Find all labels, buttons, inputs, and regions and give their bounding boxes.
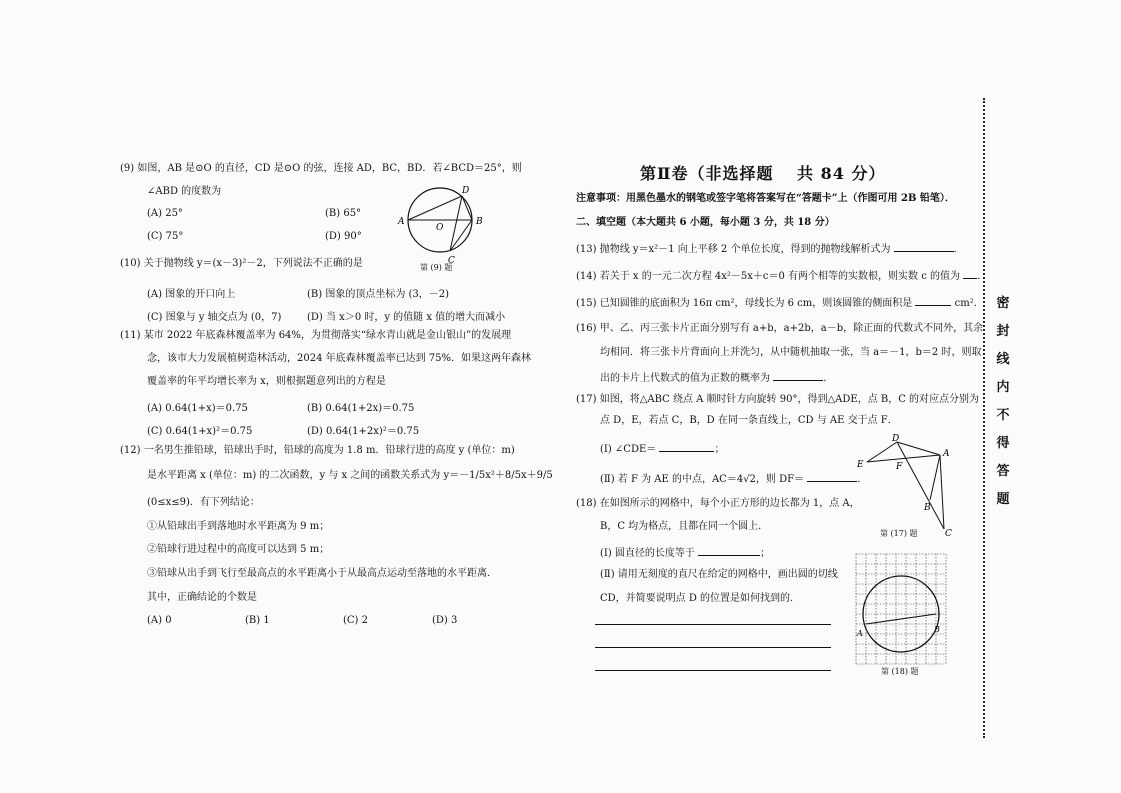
seal-char-3: 线 (996, 352, 1010, 367)
q9-option-a: (A) 25° (147, 208, 183, 219)
seal-char-2: 封 (996, 324, 1010, 339)
notice: 注意事项：用黑色墨水的钢笔或签字笔将答案写在“答题卡”上（作图可用 2B 铅笔）． (576, 193, 955, 204)
q17-fig-label-b: B (924, 503, 931, 513)
q12-line2: 是水平距离 x (单位：m) 的二次函数，y 与 x 之间的函数关系式为 y＝－1/5x²＋8/5x＋9/5 (147, 470, 553, 481)
seal-char-7: 答 (996, 464, 1010, 479)
q18-fig-label-a: A (857, 629, 863, 638)
q18-fig-label-b: B (934, 625, 940, 634)
q15: (15) 已知圆锥的底面积为 16π cm²，母线长为 6 cm，则该圆锥的侧面积是 cm²． (576, 298, 984, 309)
q18-line2: B，C 均为格点，且都在同一个圆上． (600, 521, 769, 532)
q12-conclusion-2: ②铅球行进过程中的高度可以达到 5 m； (147, 544, 330, 555)
q16-answer-blank[interactable] (773, 371, 823, 381)
q10-line1: (10) 关于抛物线 y＝(x－3)²－2，下列说法不正确的是 (120, 258, 363, 269)
q16-line2: 均相同．将三张卡片背面向上并洗匀，从中随机抽取一张，当 a＝－1，b＝2 时，则取 (600, 347, 982, 358)
q18-grid-figure (854, 552, 954, 670)
q12-conclusion-1: ①从铅球出手到落地时水平距离为 9 m； (147, 521, 330, 532)
q17-part1: (Ⅰ) ∠CDE＝ ； (600, 444, 725, 455)
q16-line1: (16) 甲、乙、丙三张卡片正面分别写有 a+b，a+2b，a－b，除正面的代数式不同外，其余 (576, 323, 984, 334)
q18-figure-caption: 第 (18) 题 (881, 667, 919, 676)
q12-ask: 其中，正确结论的个数是 (147, 592, 257, 603)
q12-line1: (12) 一名男生推铅球，铅球出手时，铅球的高度为 1.8 m．铅球行进的高度 y (单位：m) (120, 445, 515, 456)
seal-text (988, 290, 1018, 514)
q13: (13) 抛物线 y＝x²－1 向上平移 2 个单位长度，得到的抛物线解析式为 ． (576, 244, 964, 255)
q12-option-d: (D) 3 (432, 615, 458, 626)
q10-option-c: (C) 图象与 y 轴交点为 (0，7) (147, 312, 282, 323)
q9-fig-label-o: O (436, 223, 444, 233)
q9-fig-label-b: B (476, 217, 483, 227)
q11-option-d: (D) 0.64(1+2x)²＝0.75 (307, 426, 420, 437)
q10-option-d: (D) 当 x＞0 时，y 的值随 x 值的增大而减小 (307, 312, 506, 323)
q17-part2: (Ⅱ) 若 F 为 AE 的中点，AC＝4√2，则 DF＝ ． (600, 474, 868, 485)
q12-conclusion-3: ③铅球从出手到飞行至最高点的水平距离小于从最高点运动至落地的水平距离． (147, 568, 497, 579)
q9-fig-label-a: A (398, 217, 405, 227)
q18-part2-line1: (Ⅱ) 请用无刻度的直尺在给定的网格中，画出圆的切线 (600, 569, 838, 580)
q9-line2: ∠ABD 的度数为 (147, 186, 222, 197)
q17-figure (852, 432, 962, 538)
q11-line2: 念，该市大力发展植树造林活动，2024 年底森林覆盖率已达到 75%．如果这两年森林 (147, 353, 532, 364)
answer-line-1[interactable] (595, 624, 831, 625)
q16-line3: 出的卡片上代数式的值为正数的概率为 ． (600, 373, 834, 384)
q10-option-b: (B) 图象的顶点坐标为 (3，－2) (307, 289, 450, 300)
seal-char-4: 内 (996, 380, 1010, 395)
q17-fig-label-e: E (857, 460, 864, 470)
q17-part2-blank[interactable] (807, 472, 857, 482)
q9-option-c: (C) 75° (147, 231, 184, 242)
q12-option-c: (C) 2 (343, 615, 368, 626)
q15-answer-blank[interactable] (915, 296, 951, 306)
q17-part1-blank[interactable] (659, 442, 714, 452)
seal-char-6: 得 (996, 436, 1010, 451)
q9-fig-label-c: C (448, 256, 455, 266)
q9-option-d: (D) 90° (325, 231, 362, 242)
q9-fig-label-d: D (462, 186, 470, 196)
q12-option-b: (B) 1 (245, 615, 270, 626)
q17-line1: (17) 如图，将△ABC 绕点 A 顺时针方向旋转 90°，得到△ADE，点 B，C 的对应点分别为 (576, 394, 980, 405)
q9-option-b: (B) 65° (325, 208, 362, 219)
seal-char-1: 密 (996, 296, 1010, 311)
q17-fig-label-c: C (945, 529, 952, 538)
section-title: 第Ⅱ卷（非选择题 共 84 分） (640, 164, 886, 183)
q12-line3: (0≤x≤9)．有下列结论： (147, 497, 260, 508)
q18-part1-blank[interactable] (698, 546, 760, 556)
q11-option-b: (B) 0.64(1+2x)＝0.75 (307, 403, 415, 414)
seal-char-5: 不 (996, 408, 1010, 423)
q12-option-a: (A) 0 (147, 615, 172, 626)
q18-part1: (Ⅰ) 圆直径的长度等于 ； (600, 548, 771, 559)
q11-line3: 覆盖率的年平均增长率为 x，则根据题意列出的方程是 (147, 376, 386, 387)
q17-figure-caption: 第 (17) 题 (880, 529, 918, 538)
answer-line-2[interactable] (595, 647, 831, 648)
q13-answer-blank[interactable] (894, 242, 954, 252)
q14: (14) 若关于 x 的一元二次方程 4x²－5x＋c＝0 有两个相等的实数根，则实数 c 的值为 ． (576, 271, 988, 282)
q17-fig-label-a: A (943, 449, 950, 459)
q14-answer-blank[interactable] (963, 269, 977, 279)
q9-figure-caption: 第 (9) 题 (420, 263, 453, 272)
q17-line2: 点 D，E，若点 C，B，D 在同一条直线上，CD 与 AE 交于点 F． (600, 415, 898, 426)
q18-line1: (18) 在如图所示的网格中，每个小正方形的边长都为 1，点 A， (576, 498, 860, 509)
q11-line1: (11) 某市 2022 年底森林覆盖率为 64%，为贯彻落实“绿水青山就是金山银山”的发展理 (120, 330, 512, 341)
seal-dotted-line (983, 98, 985, 738)
q18-part2-line2: CD，并简要说明点 D 的位置是如何找到的． (600, 593, 801, 604)
seal-char-8: 题 (996, 492, 1010, 507)
q11-option-a: (A) 0.64(1+x)＝0.75 (147, 403, 248, 414)
answer-line-3[interactable] (595, 670, 831, 671)
q9-line1: (9) 如图，AB 是⊙O 的直径，CD 是⊙O 的弦，连接 AD，BC，BD．若∠BCD＝25°，则 (120, 163, 522, 174)
section-heading: 二、填空题（本大题共 6 小题，每小题 3 分，共 18 分） (576, 217, 835, 228)
q10-option-a: (A) 图象的开口向上 (147, 289, 236, 300)
q17-fig-label-f: F (896, 462, 903, 472)
q9-figure (396, 186, 491, 268)
q11-option-c: (C) 0.64(1+x)²＝0.75 (147, 426, 253, 437)
q17-fig-label-d: D (892, 434, 900, 444)
